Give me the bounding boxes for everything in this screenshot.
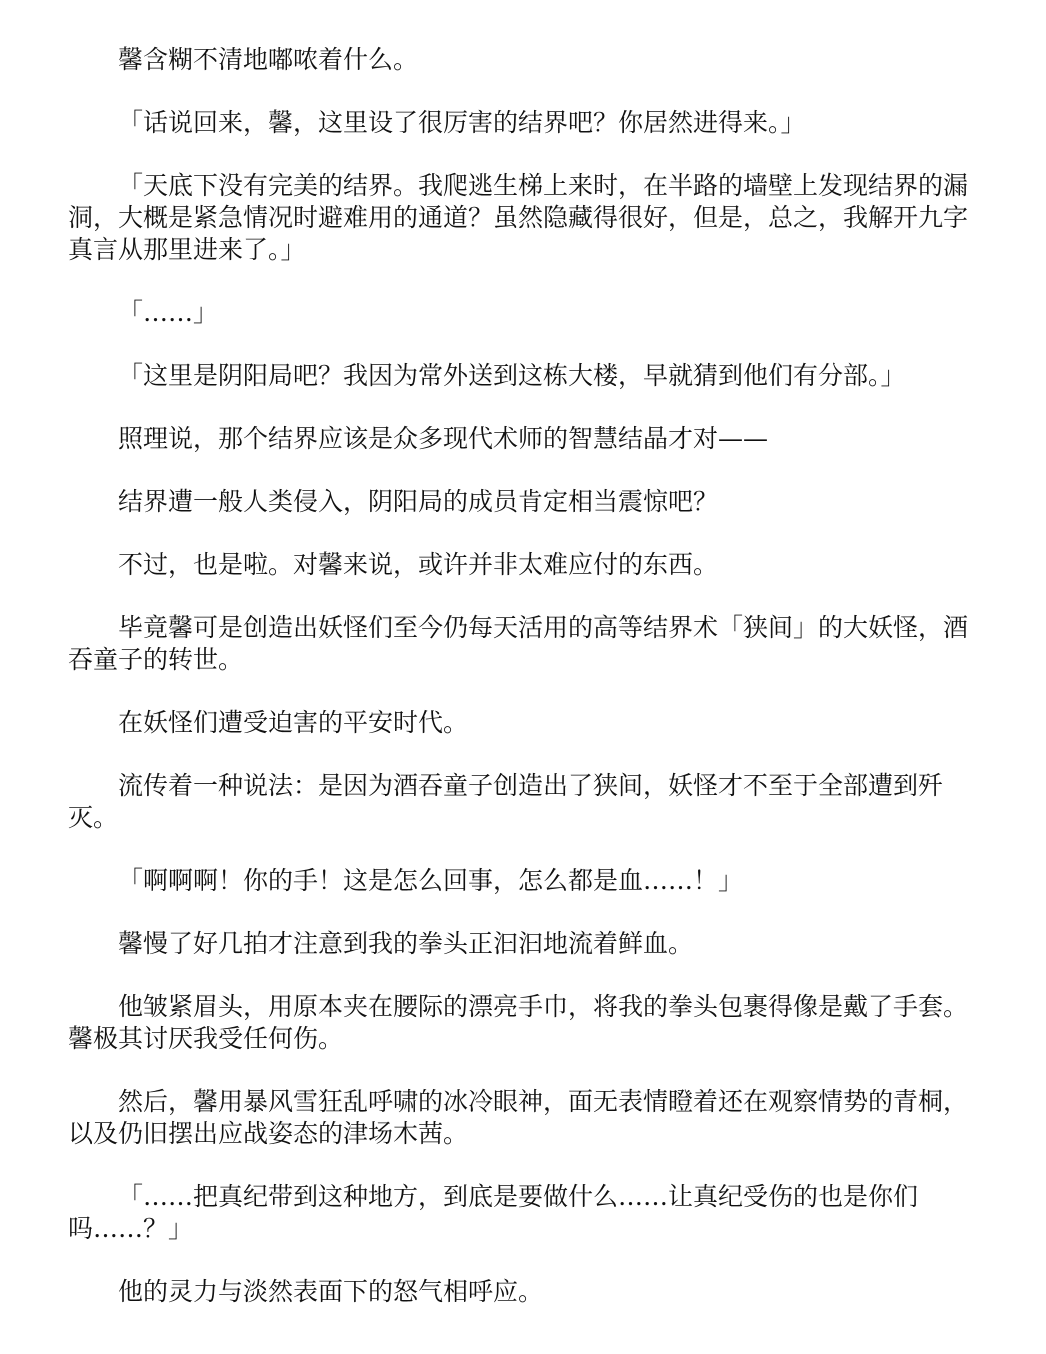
- paragraph: 「这里是阴阳局吧？我因为常外送到这栋大楼，早就猜到他们有分部。」: [118, 361, 906, 390]
- paragraph: 馨慢了好几拍才注意到我的拳头正汩汩地流着鲜血。: [118, 929, 694, 958]
- paragraph: 他皱紧眉头，用原本夹在腰际的漂亮手巾，将我的拳头包裹得像是戴了手套。馨极其讨厌我受任何伤。: [68, 992, 969, 1053]
- paragraph: 「……」: [118, 298, 219, 327]
- paragraph: 毕竟馨可是创造出妖怪们至今仍每天活用的高等结界术「狭间」的大妖怪，酒吞童子的转世。: [68, 613, 969, 674]
- paragraph: 照理说，那个结界应该是众多现代术师的智慧结晶才对——: [118, 424, 769, 453]
- paragraph: 「……把真纪带到这种地方，到底是要做什么……让真纪受伤的也是你们吗……？」: [68, 1182, 919, 1243]
- paragraph: 「啊啊啊！你的手！这是怎么回事，怎么都是血……！」: [118, 866, 744, 895]
- paragraph: 流传着一种说法：是因为酒吞童子创造出了狭间，妖怪才不至于全部遭到歼灭。: [68, 771, 944, 832]
- paragraph: 然后，馨用暴风雪狂乱呼啸的冰冷眼神，面无表情瞪着还在观察情势的青桐，以及仍旧摆出应战姿态的津场木茜。: [68, 1087, 969, 1148]
- paragraph: 在妖怪们遭受迫害的平安时代。: [118, 708, 469, 737]
- paragraph: 他的灵力与淡然表面下的怒气相呼应。: [118, 1277, 544, 1306]
- paragraph: 「话说回来，馨，这里设了很厉害的结界吧？你居然进得来。」: [118, 108, 806, 137]
- paragraph: 「天底下没有完美的结界。我爬逃生梯上来时，在半路的墙壁上发现结界的漏洞，大概是紧急情况时避难用的通道？虽然隐藏得很好，但是，总之，我解开九字真言从那里进来了。」: [68, 171, 969, 264]
- paragraph: 不过，也是啦。对馨来说，或许并非太难应付的东西。: [118, 550, 719, 579]
- paragraph: 馨含糊不清地嘟哝着什么。: [118, 45, 419, 74]
- paragraph: 结界遭一般人类侵入，阴阳局的成员肯定相当震惊吧？: [118, 487, 719, 516]
